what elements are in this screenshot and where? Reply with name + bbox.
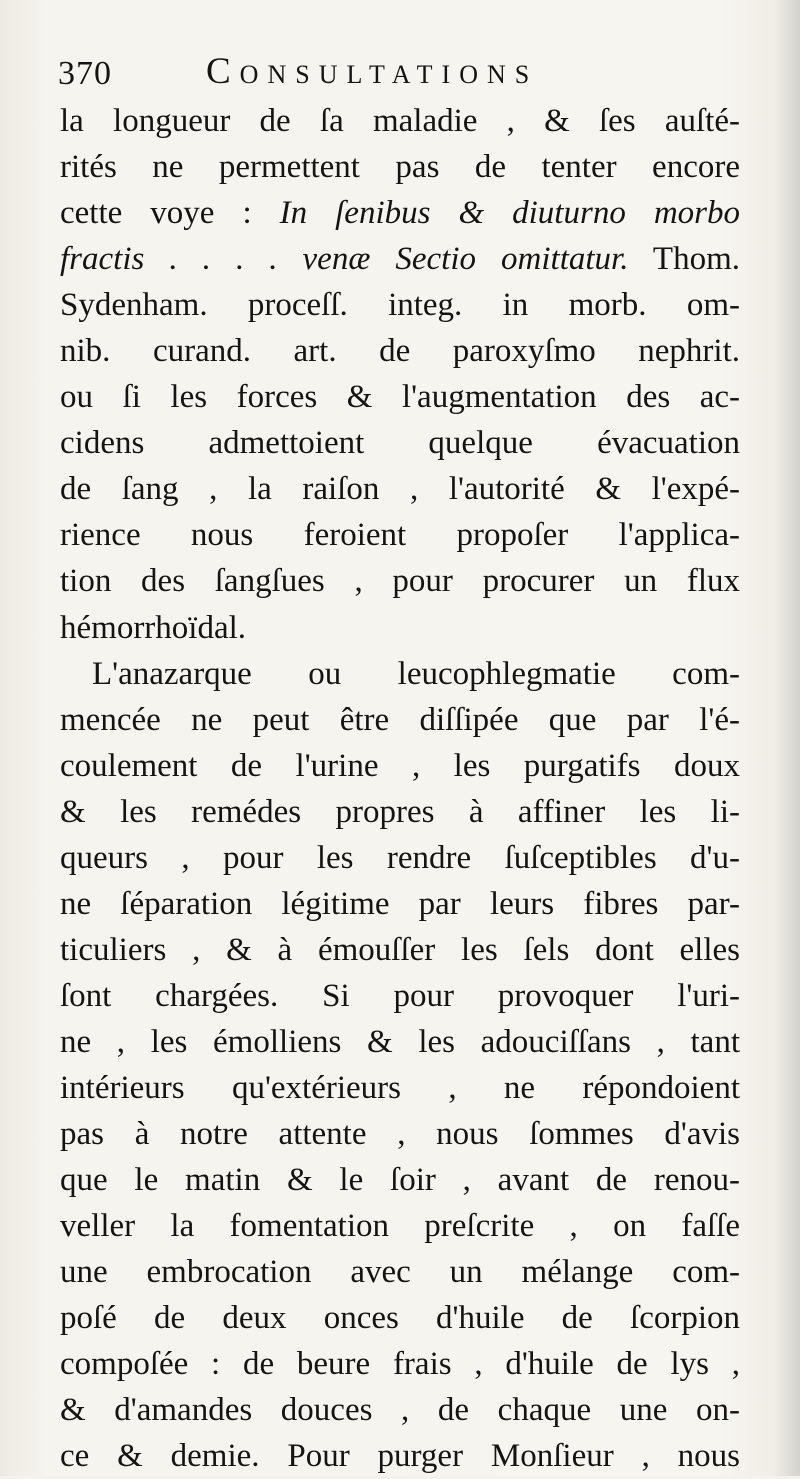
text-line: fractis . . . . venæ Sectio omittatur. Thom.	[60, 241, 740, 278]
text-line: ce & demie. Pour purger Monſieur , nous	[60, 1438, 740, 1475]
page-edge-shadow	[774, 0, 800, 1476]
text-line: poſé de deux onces d'huile de ſcorpion	[60, 1300, 740, 1337]
text-line: & d'amandes douces , de chaque une on-	[60, 1392, 740, 1429]
text-line: coulement de l'urine , les purgatifs doux	[60, 747, 740, 784]
text-line: ou ſi les forces & l'augmentation des ac-	[60, 379, 740, 416]
text-line: cette voye : In ſenibus & diuturno morbo	[60, 195, 740, 232]
text-line: hémorrhoïdal.	[60, 609, 247, 646]
text-line: rience nous feroient propoſer l'applica-	[60, 517, 740, 554]
text-line: de ſang , la raiſon , l'autorité & l'expé-	[60, 471, 740, 508]
text-line: Sydenham. proceſſ. integ. in morb. om-	[60, 287, 740, 324]
text-line: tion des ſangſues , pour procurer un flux	[60, 563, 740, 600]
latin-quotation: fractis . . . . venæ Sectio omittatur.	[60, 241, 629, 278]
text-line: ticuliers , & à émouſſer les ſels dont elles	[60, 931, 740, 968]
latin-quotation: In ſenibus & diuturno morbo	[279, 195, 740, 232]
text-line: queurs , pour les rendre ſuſceptibles d'u-	[60, 839, 740, 876]
text-line: rités ne permettent pas de tenter encore	[60, 149, 740, 186]
page-number: 370	[58, 55, 112, 92]
text-line: une embrocation avec un mélange com-	[60, 1254, 740, 1291]
text-line: ne , les émolliens & les adouciſſans , tant	[60, 1023, 740, 1060]
text-line: nib. curand. art. de paroxyſmo nephrit.	[60, 333, 740, 370]
text-line: veller la fomentation preſcrite , on faſſe	[60, 1208, 740, 1245]
body-text	[60, 98, 740, 1479]
running-head: Consultations	[206, 51, 539, 92]
text-line: intérieurs qu'extérieurs , ne répondoient	[60, 1069, 740, 1106]
text-line: ſont chargées. Si pour provoquer l'uri-	[60, 977, 740, 1014]
paragraph-start-line: L'anazarque ou leucophlegmatie com-	[92, 655, 740, 692]
text-line: compoſée : de beure frais , d'huile de lys ,	[60, 1346, 740, 1383]
page-header	[58, 46, 748, 98]
text-line: la longueur de ſa maladie , & ſes auſté-	[60, 103, 740, 139]
text-line: mencée ne peut être diſſipée que par l'é-	[60, 701, 740, 738]
text-line: & les remédes propres à affiner les li-	[60, 793, 740, 830]
text-line: cidens admettoient quelque évacuation	[60, 425, 740, 462]
text-line: ne ſéparation légitime par leurs fibres par-	[60, 885, 740, 922]
text-line: pas à notre attente , nous ſommes d'avis	[60, 1116, 740, 1153]
text-line: que le matin & le ſoir , avant de renou-	[60, 1162, 740, 1199]
